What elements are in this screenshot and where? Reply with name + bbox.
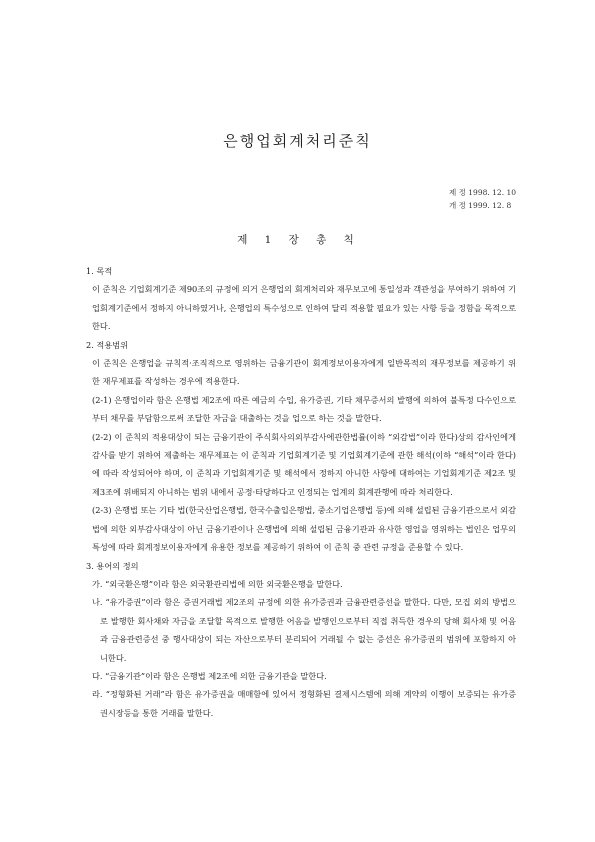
clause-2-2: (2-2) 이 준칙의 적용대상이 되는 금융기관이 주식회사의외부감사에관한법률(이하 “외감법”이라 한다)상의 감사인에게 감사를 받기 위하여 제출하는 재무제표는 이 준칙과 기업회계기준 및 기업회계기준에 관한 해석(이하 “해석”이라 한다)에 따라 작성되어야 하며, 이 준칙과 기업회계기준 및 해석에서 정하지 아니한 사항에 대하여는 기업회계기준 제2조 및 제3조에 위배되지 아니하는 범위 내에서 공정·타당하다고 인정되는 업계의 회계관행에 따라 처리한다. bbox=[92, 431, 516, 497]
document-body bbox=[86, 262, 516, 722]
chapter-heading: 제 1 장 총 칙 bbox=[237, 234, 358, 246]
definition-ra: 라. “정형화된 거래”라 함은 유가증권을 매매함에 있어서 정형화된 결제시스템에 의해 계약의 이행이 보증되는 유가증권시장등을 통한 거래를 말한다. bbox=[92, 689, 516, 718]
document-title: 은행업회계처리준칙 bbox=[223, 132, 372, 150]
clause-2-3: (2-3) 은행법 또는 기타 법(한국산업은행법, 한국수출입은행법, 중소기업은행법 등)에 의해 설립된 금융기관으로서 외감법에 의한 외부감사대상이 아닌 금융기관이나 은행법에 의해 설립된 금융기관과 유사한 영업을 영위하는 법인은 업무의 특성에 따라 회계정보이용자에게 유용한 정보를 제공하기 위하여 이 준칙 중 관련 규정을 준용할 수 있다. bbox=[92, 505, 516, 553]
section-heading-definitions: 3. 용어의 정의 bbox=[86, 560, 139, 571]
enact-date: 제 정 1998. 12. 10 bbox=[449, 188, 516, 197]
section-text-scope: 이 준칙은 은행업을 규칙적·조직적으로 영위하는 금융기관이 회계정보이용자에게 일반목적의 재무정보를 제공하기 위한 재무제표를 작성하는 경우에 적용한다. bbox=[92, 358, 516, 387]
definition-na: 나. “유가증권”이라 함은 증권거래법 제2조의 규정에 의한 유가증권과 금융관련증선을 말한다. 다만, 모집 외의 방법으로 발행한 회사채와 자금을 조달할 목적으로 발행한 어음을 발행인으로부터 직접 취득한 경우의 당해 회사채 및 어음과 금융관련증선 중 행사대상이 되는 자산으로부터 분리되어 거래될 수 없는 증선은 유가증권의 범위에 포함하지 아니한다. bbox=[92, 597, 516, 663]
section-text-purpose: 이 준칙은 기업회계기준 제90조의 규정에 의거 은행업의 회계처리와 재무보고에 통일성과 객관성을 부여하기 위하여 기업회계기준에서 정하지 아니하였거나, 은행업의 특수성으로 인하여 달리 적용할 필요가 있는 사항 등을 정함을 목적으로 한다. bbox=[92, 284, 516, 332]
revision-dates bbox=[449, 186, 516, 212]
definition-da: 다. “금융기관”이라 함은 은행법 제2조에 의한 금융기관을 말한다. bbox=[92, 670, 327, 681]
section-heading-purpose: 1. 목적 bbox=[86, 266, 113, 276]
clause-2-1: (2-1) 은행업이라 함은 은행법 제2조에 따른 예금의 수입, 유가증권, 기타 채무증서의 발행에 의하여 불특정 다수인으로 부터 채무를 부담함으로써 조달한 자금을 대출하는 것을 업으로 하는 것을 말한다. bbox=[92, 394, 516, 424]
section-heading-scope: 2. 적용범위 bbox=[86, 339, 129, 350]
definition-ga: 가. “외국환은행”이라 함은 외국환관리법에 의한 외국환은행을 말한다. bbox=[92, 578, 343, 589]
amend-date: 개 정 1999. 12. 8 bbox=[449, 201, 512, 210]
